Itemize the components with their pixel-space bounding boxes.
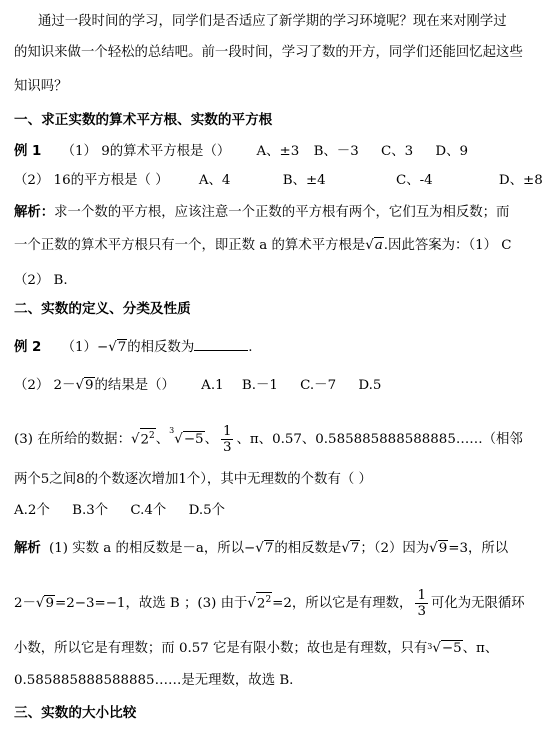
period: .	[248, 340, 253, 355]
solution-1-line-2	[14, 237, 512, 255]
example-1-q1-text: （1） 9的算术平方根是（）	[61, 144, 231, 159]
question-number: （1）	[61, 340, 97, 355]
solution-text: 的相反数是	[274, 541, 342, 556]
sqrt-symbol: √	[341, 541, 350, 556]
solution-1-line-3: （2） B.	[14, 273, 68, 288]
radicand: a	[374, 238, 383, 253]
solution-text: =2−3=−1，故选 B ；(3) 由于	[55, 596, 248, 611]
fraction: $\frac{1}{3}$	[222, 424, 232, 455]
radicand: 7	[264, 541, 274, 556]
radicand: $2^2$	[140, 428, 156, 447]
solution-2-line-3	[14, 640, 498, 658]
solution-2-line-4: 0.585885888588885……是无理数，故选 B.	[14, 673, 294, 688]
option: B、±4	[282, 173, 326, 188]
solution-text: 小数，所以它是有理数；而 0.57 它是有限小数；故也是有理数，只有	[14, 641, 428, 656]
option: A、4	[198, 173, 231, 188]
option: B.3个	[72, 503, 109, 518]
section-2-heading: 二、实数的定义、分类及性质	[14, 301, 191, 317]
option: C.4个	[130, 503, 167, 518]
solution-text: 可化为无限循环	[430, 596, 525, 611]
option: D、±8	[498, 173, 543, 188]
option: C.－7	[300, 378, 337, 393]
intro-line-2: 的知识来做一个轻松的总结吧。前一段时间，学习了数的开方，同学们还能回忆起这些	[14, 45, 523, 60]
answer-blank	[194, 338, 248, 351]
example-2-label: 例 2	[14, 340, 42, 355]
fraction: $\frac{1}{3}$	[417, 588, 426, 619]
example-2-q3-line-1: (3) 在所给的数据：$√2^2$、$^3$√−5、 $\frac{1}{3}$ 、π、0.57、0.585885888588885……（相邻	[14, 424, 523, 455]
intro-line-1: 通过一段时间的学习，同学们是否适应了新学期的学习环境呢？现在来对刚学过	[38, 14, 507, 29]
solution-2-line-2	[14, 588, 525, 619]
solution-1-answer: .因此答案为：（1） C	[383, 238, 512, 253]
sqrt-symbol: √	[35, 596, 45, 611]
radicand: 9	[45, 596, 54, 611]
cube-root-index: 3	[169, 426, 175, 435]
solution-text: =2，所以它是有理数，	[272, 596, 413, 611]
cube-root-index: 3	[427, 642, 433, 651]
solution-1-line-1	[14, 204, 509, 222]
section-3-heading: 三、实数的大小比较	[14, 705, 137, 721]
intro-line-3: 知识吗？	[14, 79, 68, 94]
section-1-heading: 一、求正实数的算术平方根、实数的平方根	[14, 112, 273, 128]
solution-1-text: 求一个数的平方根，应该注意一个正数的平方根有两个，它们互为相反数；而	[54, 205, 510, 220]
sqrt-symbol: √	[108, 340, 117, 355]
option: D.5	[358, 378, 382, 393]
example-1-q1	[14, 143, 468, 161]
option: A.2个	[14, 503, 50, 518]
example-1-label: 例 1	[14, 144, 42, 159]
solution-text: =3，所以	[448, 541, 509, 556]
radicand: −5	[441, 641, 462, 656]
option: C、3	[381, 144, 414, 159]
option: A.1	[201, 378, 224, 393]
solution-text: 2－	[14, 596, 36, 611]
option: A、±3	[256, 144, 300, 159]
cube-root-symbol: √	[174, 432, 183, 447]
sqrt-symbol: √	[365, 238, 374, 253]
option: B、－3	[313, 144, 359, 159]
radicand: 9	[438, 541, 448, 556]
radicand: −5	[183, 432, 204, 447]
radicand: 9	[85, 378, 94, 393]
minus-sign: −	[96, 340, 109, 355]
cube-root-symbol: √	[432, 641, 441, 656]
question-text: （2） 2－	[14, 378, 76, 393]
example-2-q3-options	[14, 502, 225, 520]
solution-text: 、π、	[462, 641, 499, 656]
example-2-q2	[14, 377, 381, 395]
solution-2-label: 解析	[14, 541, 41, 556]
solution-1-label: 解析：	[14, 205, 55, 220]
solution-1-text: 一个正数的算术平方根只有一个，即正数 a 的算术平方根是	[14, 238, 366, 253]
option: B.－1	[241, 378, 278, 393]
sqrt-symbol: √	[130, 432, 140, 447]
sqrt-symbol: √	[255, 541, 264, 556]
question-text: 的相反数为	[127, 340, 195, 355]
radicand: 7	[117, 340, 127, 355]
sqrt-symbol: √	[75, 378, 85, 393]
sqrt-symbol: √	[429, 541, 438, 556]
example-1-q2-text: （2） 16的平方根是（ ）	[14, 173, 169, 188]
question-text: 、π、0.57、0.585885888588885……（相邻	[236, 432, 523, 447]
question-text: 的结果是（）	[94, 378, 175, 393]
question-text: (3) 在所给的数据：	[14, 432, 131, 447]
sqrt-symbol: √	[247, 596, 256, 611]
option: D、9	[435, 144, 469, 159]
example-1-q2	[14, 172, 543, 190]
option: D.5个	[188, 503, 226, 518]
option: C、-4	[395, 173, 433, 188]
solution-text: (1) 实数 a 的相反数是－a，所以−	[49, 541, 256, 556]
radicand: $2^2$	[256, 592, 272, 611]
example-2-q3-line-2: 两个5之间8的个数逐次增加1个），其中无理数的个数有（ ）	[14, 472, 372, 487]
solution-text: ；（2）因为	[360, 541, 430, 556]
example-2-q1	[14, 338, 252, 357]
solution-2-line-1	[14, 540, 508, 558]
radicand: 7	[350, 541, 360, 556]
